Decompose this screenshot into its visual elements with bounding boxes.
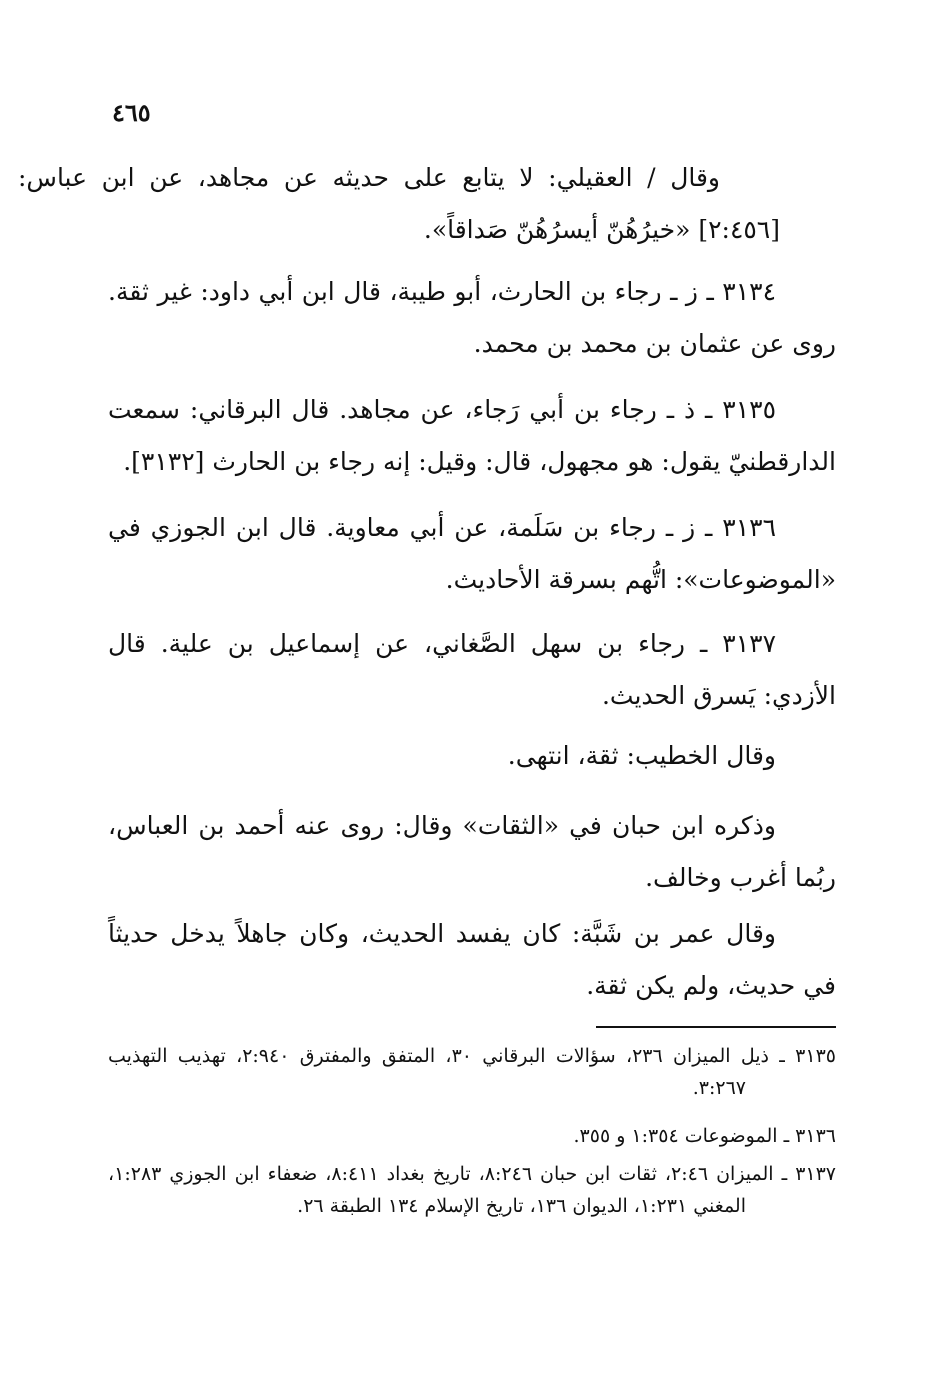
footnote-3135: ٣١٣٥ ـ ذيل الميزان ٢٣٦، سؤالات البرقاني ٣٠، المتفق والمفترق ٢:٩٤٠، تهذيب التهذيب ٣:٢٦٧.	[108, 1045, 836, 1099]
entry-3137: ٣١٣٧ ـ رجاء بن سهل الصَّغاني، عن إسماعيل بن علية. قال الأزدي: يَسرق الحديث.	[108, 629, 836, 710]
footnote-3136: ٣١٣٦ ـ الموضوعات ١:٣٥٤ و ٣٥٥.	[573, 1125, 836, 1147]
footnote-3137: ٣١٣٧ ـ الميزان ٢:٤٦، ثقات ابن حبان ٨:٢٤٦، تاريخ بغداد ٨:٤١١، ضعفاء ابن الجوزي ١:٢٨٣، المغني ١:٢٣١، الديوان ١٣٦، تاريخ الإسلام ١٣٤ الطبقة ٢٦.	[108, 1163, 837, 1217]
paragraph: وذكره ابن حبان في «الثقات» وقال: روى عنه أحمد بن العباس، ربُما أغرب وخالف.	[108, 811, 836, 892]
footnote-divider	[596, 1026, 836, 1028]
paragraph: وقال الخطيب: ثقة، انتهى.	[507, 741, 776, 770]
page-number: ٤٦٥	[112, 98, 151, 127]
entry-3135: ٣١٣٥ ـ ذ ـ رجاء بن أبي رَجاء، عن مجاهد. قال البرقاني: سمعت الدارقطنيّ يقول: هو مجهول، قال: وقيل: إنه رجاء بن الحارث [٣١٣٢].	[108, 395, 836, 476]
paragraph: وقال / العقيلي: لا يتابع على حديثه عن مجاهد، عن ابن عباس: [٢:٤٥٦] «خيرُهُنّ أيسرُهُنّ صَداقاً».	[18, 163, 780, 244]
paragraph: وقال عمر بن شَبَّة: كان يفسد الحديث، وكان جاهلاً يدخل حديثاً في حديث، ولم يكن ثقة.	[108, 919, 836, 1000]
entry-3134: ٣١٣٤ ـ ز ـ رجاء بن الحارث، أبو طيبة، قال ابن أبي داود: غير ثقة. روى عن عثمان بن محمد بن محمد.	[108, 277, 836, 358]
entry-3136: ٣١٣٦ ـ ز ـ رجاء بن سَلَمة، عن أبي معاوية. قال ابن الجوزي في «الموضوعات»: اتُّهم بسرقة الأحاديث.	[108, 513, 836, 594]
